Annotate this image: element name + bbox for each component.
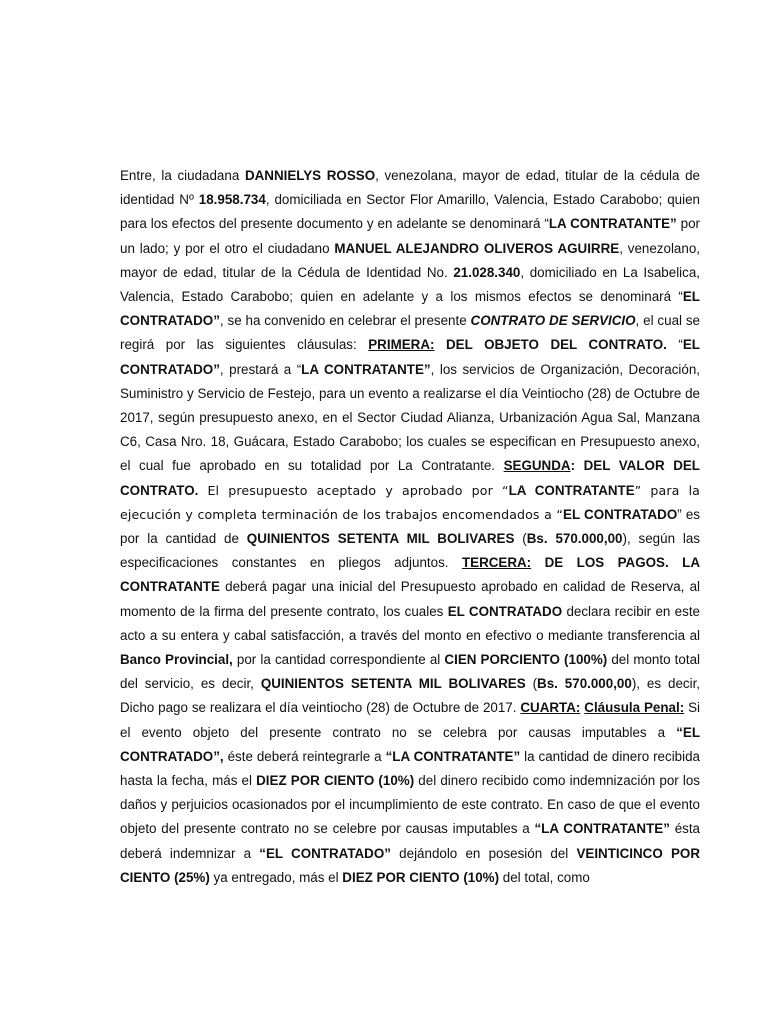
text: del total, como xyxy=(499,869,590,885)
text: por la cantidad correspondiente al xyxy=(232,652,445,668)
text: , prestará a “ xyxy=(219,361,302,377)
text: ), según las especificaciones constantes en pliegos adjuntos. xyxy=(120,531,701,571)
amount-figure: Bs. 570.000,00 xyxy=(537,676,632,692)
contract-paragraph xyxy=(120,164,700,890)
clause-tercera-label: TERCERA: xyxy=(461,555,532,571)
bold-term: EL CONTRATADO xyxy=(447,603,563,619)
contract-body xyxy=(120,164,700,890)
contratante-name: DANNIELYS ROSSO xyxy=(244,168,376,183)
text: Si el evento objeto del presente contrato no se celebra por causas imputables a xyxy=(120,700,700,740)
bold-term: EL CONTRATADO” xyxy=(120,337,700,377)
text: la cantidad de dinero recibida hasta la fecha, más el xyxy=(120,748,700,789)
bold-term: “EL CONTRATADO” xyxy=(259,845,391,861)
clause-tercera-title: DE LOS PAGOS. LA CONTRATANTE xyxy=(120,555,701,595)
clause-primera-label: PRIMERA: xyxy=(368,337,435,353)
percentage: CIEN PORCIENTO (100%) xyxy=(444,652,608,668)
amount-words: QUINIENTOS SETENTA MIL BOLIVARES xyxy=(246,531,515,547)
text: del monto total del servicio, es decir, xyxy=(120,652,700,692)
text: “ xyxy=(666,337,683,353)
text: ), es decir, Dicho pago se realizara el día veintiocho (28) de Octubre de 2017. xyxy=(120,676,701,716)
text: deberá pagar una inicial del Presupuesto aprobado en calidad de Reserva, al momento de la firma del presente contrato, los cuales xyxy=(120,579,700,619)
clause-cuarta-label: CUARTA: xyxy=(520,700,581,716)
percentage: DIEZ POR CIENTO (10%) xyxy=(342,869,500,885)
text: éste deberá reintegrarle a xyxy=(223,748,386,764)
bold-term: EL CONTRATADO xyxy=(563,506,678,522)
amount-words: QUINIENTOS SETENTA MIL BOLIVARES xyxy=(260,676,526,692)
bank-name: Banco Provincial, xyxy=(120,652,233,668)
text: , el cual se regirá por las siguientes cláusulas: xyxy=(120,313,701,353)
text: , venezolana, mayor de edad, titular de la cédula de identidad Nº xyxy=(120,168,700,208)
text: , se ha convenido en celebrar el presente xyxy=(219,313,471,329)
text: declara recibir en este acto a su entera y cabal satisfacción, a través del monto en efectivo o mediante transferencia al xyxy=(120,603,700,643)
text: ( xyxy=(525,676,538,692)
clause-segunda-title: : DEL VALOR DEL CONTRATO. xyxy=(120,458,700,498)
text: por un lado; y por el otro el ciudadano xyxy=(120,216,701,256)
amount-figure: Bs. 570.000,00 xyxy=(526,531,623,547)
contratado-name: MANUEL ALEJANDRO OLIVEROS AGUIRRE xyxy=(334,240,620,256)
text: ” para la ejecución y completa terminación de los trabajos encomendados a “ xyxy=(120,482,700,522)
text: El presupuesto aceptado y aprobado por “ xyxy=(198,482,509,498)
bold-term: “LA CONTRATANTE” xyxy=(385,748,521,764)
percentage: VEINTICINCO POR CIENTO (25%) xyxy=(120,845,700,885)
text: , venezolano, mayor de edad, titular de la Cédula de Identidad No. xyxy=(120,240,700,280)
bold-term: LA CONTRATANTE xyxy=(508,482,635,498)
contratante-id: 18.958.734 xyxy=(198,192,266,208)
text: dejándolo en posesión del xyxy=(390,845,577,861)
text: , los servicios de Organización, Decoración, Suministro y Servicio de Festejo, para un evento a realizarse el día Veintiocho (28) de Octubre de 2017, según presupuesto anexo, en el Sector Ciudad Alianza, Urbanización Agua Sal, Manzana C6, Casa Nro. 18, Guácara, Estado Carabobo; los cuales se especifican en Presupuesto anexo, el cual fue aprobado en su totalidad por La Contratante. xyxy=(120,361,700,474)
clause-primera-title: DEL OBJETO DEL CONTRATO. xyxy=(434,337,667,353)
bold-term: “EL CONTRATADO”, xyxy=(120,724,700,764)
text: Entre, la ciudadana xyxy=(120,168,245,183)
bold-term: “LA CONTRATANTE” xyxy=(534,821,670,837)
contratado-id: 21.028.340 xyxy=(453,264,521,280)
text: ( xyxy=(514,531,527,547)
text: del dinero recibido como indemnización por los daños y perjuicios ocasionados por el incumplimiento de este contrato. En caso de que el evento objeto del presente contrato no se celebre por causas imputables a xyxy=(120,773,700,837)
bold-term: LA CONTRATANTE” xyxy=(548,216,677,232)
clause-segunda-label: SEGUNDA xyxy=(503,458,571,474)
text: ya entregado, más el xyxy=(209,869,343,885)
text: , domiciliado en La Isabelica, Valencia, Estado Carabobo; quien en adelante y a los mismos efectos se denominará “ xyxy=(120,264,701,305)
text: ésta deberá indemnizar a xyxy=(120,821,701,861)
text: ” es por la cantidad de xyxy=(120,506,700,547)
bold-term: LA CONTRATANTE” xyxy=(301,361,431,377)
percentage: DIEZ POR CIENTO (10%) xyxy=(256,773,415,789)
bold-term: EL CONTRATADO” xyxy=(120,289,700,329)
clause-cuarta-title: Cláusula Penal: xyxy=(584,700,685,716)
contract-type: CONTRATO DE SERVICIO xyxy=(470,313,636,329)
text: , domiciliada en Sector Flor Amarillo, Valencia, Estado Carabobo; quien para los efectos del presente documento y en adelante se denominará “ xyxy=(120,192,700,232)
